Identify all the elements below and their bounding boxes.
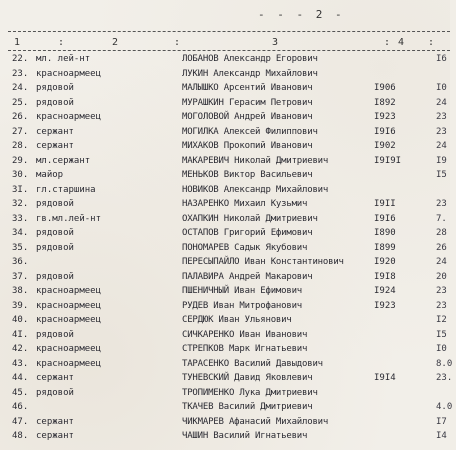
column-header-4: 4 [398, 37, 405, 48]
name-cell: ТУНЕВСКИЙ Давид Яковлевич [182, 373, 313, 383]
row-number: 33. [12, 213, 29, 224]
column-header-1: 1 [14, 37, 21, 48]
extra-cell: 24 [436, 97, 447, 108]
rank-cell: красноармеец [36, 315, 102, 325]
column-separator: : [58, 37, 65, 48]
rank-cell: мл.сержант [36, 155, 91, 166]
name-cell: МАЛЫШКО Арсентий Иванович [182, 83, 313, 93]
name-cell: СТРЕПКОВ Марк Игнатьевич [182, 344, 308, 354]
rank-cell: сержант [36, 416, 74, 427]
row-number: 42. [12, 344, 29, 354]
rank-cell: майор [36, 170, 64, 180]
row-number: 48. [12, 431, 29, 441]
row-number: 27. [12, 126, 29, 137]
extra-cell: 23 [436, 199, 447, 209]
extra-cell: 24 [436, 257, 447, 267]
extra-cell: I7 [436, 416, 447, 427]
birth-year-cell: I9I8 [374, 271, 396, 282]
birth-year-cell: I920 [374, 257, 396, 267]
table-row [0, 284, 450, 299]
birth-year-cell: I9I6 [374, 213, 396, 224]
rank-cell: красноармеец [36, 344, 102, 354]
birth-year-cell: I923 [374, 300, 396, 311]
extra-cell: I2 [436, 315, 447, 325]
rank-cell: сержант [36, 431, 74, 441]
name-cell: ЧИКМАРЕВ Афанасий Михайлович [182, 416, 329, 427]
name-cell: ОСТАПОВ Григорий Ефимович [182, 228, 313, 238]
extra-cell: 23 [436, 126, 447, 137]
birth-year-cell: I899 [374, 242, 396, 253]
extra-cell: 7. [436, 213, 447, 224]
birth-year-cell: I892 [374, 97, 396, 108]
extra-cell: 23 [436, 300, 447, 311]
name-cell: МОГОЛОВОЙ Андрей Иванович [182, 112, 313, 122]
name-cell: МИХАКОВ Прокопий Иванович [182, 141, 313, 151]
table-row [0, 342, 450, 357]
name-cell: ЛОБАНОВ Александр Егорович [182, 54, 318, 64]
table-row [0, 154, 450, 169]
table-row [0, 270, 450, 285]
row-number: 4I. [12, 329, 29, 340]
rank-cell: гл.старшина [36, 184, 96, 195]
row-number: 39. [12, 300, 29, 311]
table-row [0, 241, 450, 256]
rank-cell: рядовой [36, 228, 74, 238]
rank-cell: гв.мл.лей-нт [36, 213, 102, 224]
row-number: 22. [12, 54, 29, 64]
table-row [0, 110, 450, 125]
birth-year-cell: I890 [374, 228, 396, 238]
name-cell: ПАЛАВИРА Андрей Макарович [182, 271, 313, 282]
extra-cell: I4 [436, 431, 447, 441]
birth-year-cell: I902 [374, 141, 396, 151]
name-cell: ОХАПКИН Николай Дмитриевич [182, 213, 318, 224]
name-cell: ПШЕНИЧНЫЙ Иван Ефимович [182, 286, 303, 296]
extra-cell: 23. [436, 373, 453, 383]
row-number: 38. [12, 286, 29, 296]
name-cell: ТКАЧЕВ Василий Дмитриевич [182, 402, 313, 412]
extra-cell: 26 [436, 242, 447, 253]
table-row [0, 183, 450, 198]
column-separator: : [174, 37, 181, 48]
extra-cell: 23 [436, 112, 447, 122]
row-number: 23. [12, 68, 29, 79]
extra-cell: I9 [436, 155, 447, 166]
name-cell: МУРАШКИН Герасим Петрович [182, 97, 313, 108]
name-cell: ПОНОМАРЕВ Садык Якубович [182, 242, 308, 253]
row-number: 3I. [12, 184, 29, 195]
rank-cell: красноармеец [36, 68, 102, 79]
table-row [0, 429, 450, 444]
table-row [0, 212, 450, 227]
rank-cell: рядовой [36, 271, 74, 282]
row-number: 24. [12, 83, 29, 93]
table-row [0, 197, 450, 212]
rank-cell: рядовой [36, 387, 74, 398]
row-number: 25. [12, 97, 29, 108]
table-row [0, 328, 450, 343]
table-row [0, 255, 450, 270]
rank-cell: рядовой [36, 83, 74, 93]
extra-cell: I0 [436, 344, 447, 354]
extra-cell: 4.0 [436, 402, 453, 412]
column-header-row [0, 37, 450, 49]
extra-cell: I6 [436, 54, 447, 64]
name-cell: СЕРДЮК Иван Ульянович [182, 315, 292, 325]
row-number: 45. [12, 387, 29, 398]
rank-cell: мл. лей-нт [36, 54, 91, 64]
row-number: 40. [12, 315, 29, 325]
name-cell: ЛУКИН Александр Михайлович [182, 68, 318, 79]
table-row [0, 139, 450, 154]
name-cell: ПЕРЕСЫПАЙЛО Иван Константинович [182, 257, 344, 267]
rank-cell: сержант [36, 373, 74, 383]
rank-cell: рядовой [36, 199, 74, 209]
header-rule-bottom [8, 50, 450, 51]
column-header-2: 2 [112, 37, 119, 48]
table-row [0, 168, 450, 183]
header-rule-top [8, 31, 450, 32]
birth-year-cell: I9I6 [374, 126, 396, 137]
row-number: 34. [12, 228, 29, 238]
rank-cell: сержант [36, 141, 74, 151]
rank-cell: красноармеец [36, 112, 102, 122]
table-row [0, 96, 450, 111]
table-row [0, 52, 450, 67]
row-number: 26. [12, 112, 29, 122]
name-cell: ТРОПИМЕНКО Лука Дмитриевич [182, 387, 318, 398]
row-number: 35. [12, 242, 29, 253]
row-number: 36. [12, 257, 29, 267]
column-header-3: 3 [272, 37, 279, 48]
name-cell: МАКАРЕВИЧ Николай Дмитриевич [182, 155, 329, 166]
birth-year-cell: I9II [374, 199, 396, 209]
birth-year-cell: I924 [374, 286, 396, 296]
name-cell: РУДЕВ Иван Митрофанович [182, 300, 303, 311]
table-row [0, 299, 450, 314]
row-number: 46. [12, 402, 29, 412]
row-number: 47. [12, 416, 29, 427]
name-cell: СИЧКАРЕНКО Иван Иванович [182, 329, 308, 340]
row-number: 43. [12, 358, 29, 369]
extra-cell: I5 [436, 170, 447, 180]
row-number: 37. [12, 271, 29, 282]
birth-year-cell: I923 [374, 112, 396, 122]
row-number: 28. [12, 141, 29, 151]
rank-cell: рядовой [36, 329, 74, 340]
extra-cell: I0 [436, 83, 447, 93]
page-number: - - - 2 - [258, 8, 345, 21]
table-row [0, 81, 450, 96]
table-row [0, 125, 450, 140]
name-cell: МЕНЬКОВ Виктор Васильевич [182, 170, 313, 180]
birth-year-cell: I906 [374, 83, 396, 93]
name-cell: МОГИЛКА Алексей Филиппович [182, 126, 318, 137]
table-row [0, 400, 453, 415]
column-separator: : [384, 37, 391, 48]
extra-cell: 20 [436, 271, 447, 282]
table-row [0, 357, 453, 372]
rank-cell: красноармеец [36, 300, 102, 311]
table-row [0, 415, 450, 430]
rank-cell: красноармеец [36, 358, 102, 369]
table-row [0, 226, 450, 241]
rank-cell: сержант [36, 126, 74, 137]
extra-cell: I5 [436, 329, 447, 340]
name-cell: НАЗАРЕНКО Михаил Кузьмич [182, 199, 308, 209]
extra-cell: 23 [436, 286, 447, 296]
extra-cell: 28 [436, 228, 447, 238]
name-cell: ЧАШИН Василий Игнатьевич [182, 431, 308, 441]
table-row [0, 371, 453, 386]
row-number: 29. [12, 155, 29, 166]
row-number: 44. [12, 373, 29, 383]
table-row [0, 313, 450, 328]
rank-cell: красноармеец [36, 286, 102, 296]
name-cell: НОВИКОВ Александр Михайлович [182, 184, 329, 195]
birth-year-cell: I9I9I [374, 155, 402, 166]
birth-year-cell: I9I4 [374, 373, 396, 383]
table-row [0, 386, 450, 401]
rank-cell: рядовой [36, 97, 74, 108]
extra-cell: 8.0 [436, 358, 453, 369]
name-cell: ТАРАСЕНКО Василий Давыдович [182, 358, 323, 369]
rank-cell: рядовой [36, 242, 74, 253]
column-separator: : [428, 37, 435, 48]
row-number: 32. [12, 199, 29, 209]
extra-cell: 24 [436, 141, 447, 151]
table-row [0, 67, 450, 82]
row-number: 30. [12, 170, 29, 180]
